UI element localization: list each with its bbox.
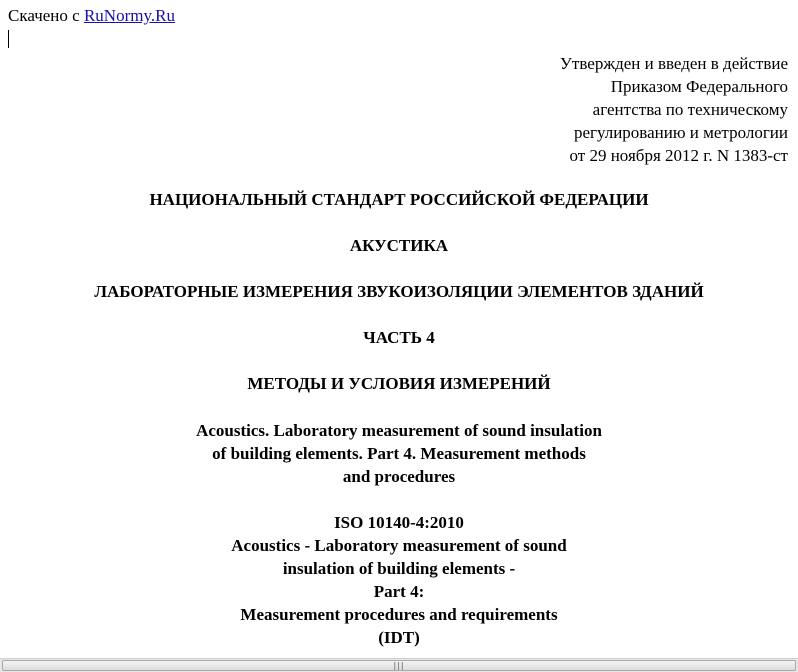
iso-part: Part 4: bbox=[373, 582, 425, 601]
iso-title-line: Acoustics - Laboratory measurement of sound bbox=[231, 536, 567, 555]
approval-line: Приказом Федерального bbox=[610, 77, 788, 96]
approval-line: от 29 ноября 2012 г. N 1383-ст bbox=[569, 146, 788, 165]
approval-block bbox=[560, 52, 788, 167]
standard-type-heading: НАЦИОНАЛЬНЫЙ СТАНДАРТ РОССИЙСКОЙ ФЕДЕРАЦИИ bbox=[149, 190, 649, 209]
horizontal-scrollbar[interactable] bbox=[0, 658, 798, 672]
text-cursor bbox=[8, 30, 9, 48]
iso-title-line: insulation of building elements - bbox=[282, 559, 516, 578]
approval-line: регулированию и метрологии bbox=[573, 123, 788, 142]
source-line bbox=[8, 6, 175, 26]
iso-title-line: Measurement procedures and requirements bbox=[240, 605, 558, 624]
grip-icon: ||| bbox=[393, 661, 405, 670]
source-link[interactable]: RuNormy.Ru bbox=[83, 6, 175, 25]
iso-idt: (IDT) bbox=[378, 628, 420, 647]
subtitle-heading: МЕТОДЫ И УСЛОВИЯ ИЗМЕРЕНИЙ bbox=[247, 374, 551, 393]
part-heading: ЧАСТЬ 4 bbox=[363, 328, 435, 347]
approval-line: Утвержден и введен в действие bbox=[559, 54, 788, 73]
approval-line: агентства по техническому bbox=[592, 100, 788, 119]
field-heading: АКУСТИКА bbox=[349, 236, 449, 255]
source-prefix: Скачено с bbox=[8, 6, 84, 25]
english-title-line: and procedures bbox=[342, 467, 456, 486]
iso-number: ISO 10140-4:2010 bbox=[334, 513, 464, 532]
scrollbar-thumb[interactable] bbox=[2, 660, 796, 671]
document-title: ЛАБОРАТОРНЫЕ ИЗМЕРЕНИЯ ЗВУКОИЗОЛЯЦИИ ЭЛЕМЕНТОВ ЗДАНИЙ bbox=[94, 282, 704, 301]
english-title-line: Acoustics. Laboratory measurement of sound insulation bbox=[196, 421, 602, 440]
english-title-line: of building elements. Part 4. Measurement methods bbox=[212, 444, 586, 463]
